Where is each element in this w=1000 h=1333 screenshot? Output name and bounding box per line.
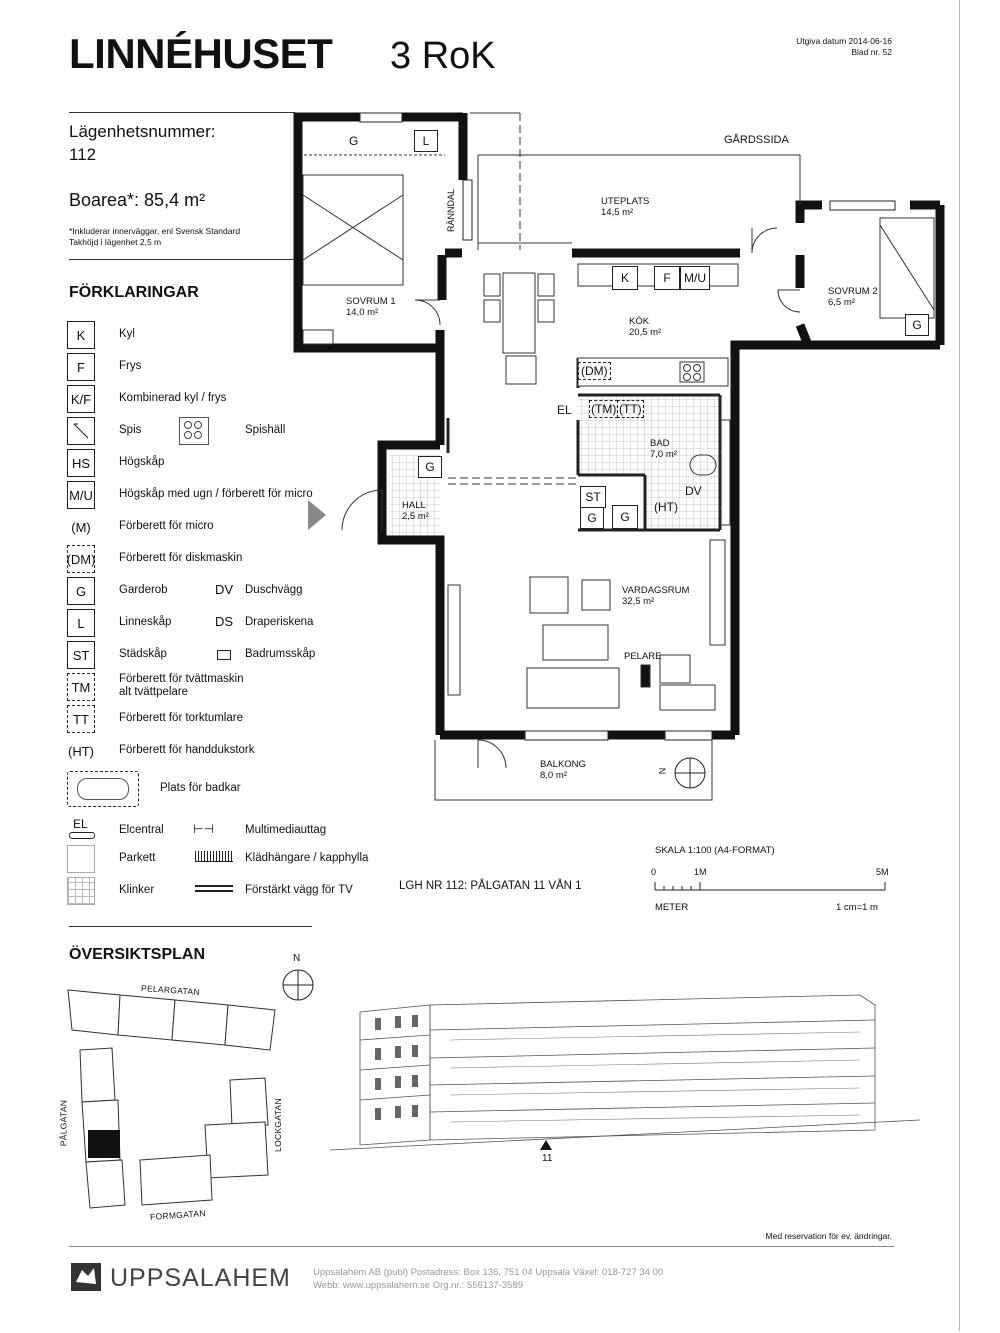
code-garderob: G: [418, 456, 442, 478]
legend-text: Förberett för tvättmaskin: [119, 673, 244, 685]
scale-tick-1: 1M: [694, 867, 707, 877]
area-note-line-2: Takhöjd i lägenhet 2,5 m: [69, 237, 162, 247]
room-hall: HALL 2,5 m²: [402, 500, 429, 522]
code-elcentral: EL: [557, 403, 572, 417]
room-bad: BAD 7,0 m²: [650, 438, 677, 460]
legend-code: G: [67, 577, 95, 605]
scale-tick-5: 5M: [876, 867, 889, 877]
apartment-footer-label: LGH NR 112: PÅLGATAN 11 VÅN 1: [399, 880, 582, 892]
legend-text: Förberett för handdukstork: [119, 744, 255, 756]
legend-text: Garderob: [119, 584, 168, 596]
legend-code-2: DS: [215, 614, 234, 629]
legend-text-2: Multimediauttag: [245, 824, 327, 836]
legend-code: (DM): [67, 545, 95, 573]
room-balkong: BALKONG 8,0 m²: [540, 759, 586, 781]
label-pelare: PELARE: [624, 651, 662, 662]
reservation-note: Med reservation för ev. ändringar.: [765, 1231, 892, 1241]
legend-code: ST: [67, 641, 95, 669]
room-sovrum-1: SOVRUM 1 14,0 m²: [346, 296, 396, 318]
legend-text: Förberett för torktumlare: [119, 712, 243, 724]
legend-text-b: alt tvättpelare: [119, 686, 189, 698]
code-north: N: [657, 767, 668, 775]
legend-code-2: DV: [215, 582, 234, 597]
apartment-number-label: Lägenhetsnummer:: [69, 122, 216, 141]
legend-text: Klinker: [119, 884, 155, 896]
code-garderob: G: [349, 134, 359, 148]
legend-title: FÖRKLARINGAR: [69, 284, 199, 301]
overview-north-label: N: [293, 953, 301, 964]
apartment-number: 112: [69, 145, 97, 164]
code-stadskap: ST: [580, 486, 606, 508]
code-handdukstork: (HT): [654, 500, 678, 514]
street-lockgatan: LOCKGATAN: [272, 1098, 283, 1152]
code-tvattmaskin: (TM): [591, 402, 617, 416]
room-sovrum-2: SOVRUM 2 6,5 m²: [828, 286, 878, 308]
apartment-type: 3 RoK: [390, 35, 496, 77]
legend-text: Kombinerad kyl / frys: [119, 392, 227, 404]
site-buildings: [68, 990, 275, 1208]
building-balconies: [450, 1032, 860, 1122]
building-illustration: [330, 995, 920, 1150]
legend-code: TM: [67, 673, 95, 701]
legend-text: Parkett: [119, 852, 156, 864]
code-diskmaskin: (DM): [578, 362, 611, 380]
scale-unit: METER: [655, 902, 689, 913]
room-kok: KÖK 20,5 m²: [629, 316, 662, 338]
living-area: Boarea*: 85,4 m²: [69, 190, 206, 210]
legend-code: K: [67, 321, 95, 349]
legend-text: Städskåp: [119, 648, 167, 660]
company-line-1: Uppsalahem AB (publ) Postadress: Box 136, 751 04 Uppsala Växel: 018-727 34 00: [313, 1267, 664, 1278]
street-formgatan: FORMGATAN: [149, 1208, 207, 1222]
scale-title: SKALA 1:100 (A4-FORMAT): [655, 845, 775, 856]
room-vardagsrum: VARDAGSRUM 32,5 m²: [622, 585, 690, 607]
legend-text: Spishäll: [245, 424, 286, 436]
legend-text: Elcentral: [119, 824, 164, 836]
sheet-number: Blad nr. 52: [851, 47, 892, 57]
legend-code: EL: [73, 817, 88, 831]
legend-code: TT: [67, 705, 95, 733]
legend-code: (M): [67, 513, 95, 541]
area-note-line-1: *Inkluderar innerväggar, enl Svensk Standard: [69, 226, 241, 236]
legend-code: HS: [67, 449, 95, 477]
label-gardssida: GÅRDSSIDA: [724, 134, 789, 146]
overview-title: ÖVERSIKTSPLAN: [69, 946, 206, 963]
scale-tick-0: 0: [651, 867, 657, 877]
legend-text: Förberett för diskmaskin: [119, 552, 243, 564]
legend-text-2: Duschvägg: [245, 584, 303, 596]
legend-text-2: Badrumsskåp: [245, 648, 316, 660]
page-title: LINNÉHUSET: [69, 30, 333, 77]
code-garderob: G: [612, 505, 638, 529]
scale-ratio: 1 cm=1 m: [836, 902, 878, 913]
legend-text: Högskåp med ugn / förberett för micro: [119, 488, 313, 500]
code-kyl: K: [612, 266, 638, 290]
company-info: [313, 1266, 663, 1292]
issue-date: Utgiva datum 2014-06-16: [796, 36, 892, 46]
legend-code: F: [67, 353, 95, 381]
entrance-number: 11: [542, 1153, 553, 1164]
code-linneskap: L: [414, 130, 438, 152]
street-palgatan: PÅLGATAN: [58, 1099, 69, 1147]
media-outlet-icon: ⊢⊣: [193, 822, 214, 836]
legend-text: Linneskåp: [119, 616, 172, 628]
code-duschvagg: DV: [685, 484, 702, 498]
uppsalahem-logo-icon: [70, 1262, 102, 1292]
legend-code: K/F: [67, 385, 95, 413]
legend-code: M/U: [67, 481, 95, 509]
legend-text: Plats för badkar: [160, 782, 241, 794]
legend-code: (HT): [67, 737, 95, 765]
legend-text: Frys: [119, 360, 142, 372]
legend-text: Förberett för micro: [119, 520, 214, 532]
street-pelargatan: PELARGATAN: [140, 982, 201, 998]
code-torktumlare: (TT): [619, 402, 642, 416]
room-uteplats: UTEPLATS 14,5 m²: [601, 196, 650, 218]
legend-text-2: Förstärkt vägg för TV: [245, 884, 353, 896]
legend-text: Kyl: [119, 328, 135, 340]
divider: [69, 1246, 894, 1247]
legend-text-2: Draperiskena: [245, 616, 314, 628]
legend-code: L: [67, 609, 95, 637]
code-mu: M/U: [680, 266, 710, 290]
legend-text-2: Klädhängare / kapphylla: [245, 852, 369, 864]
compass-icon: [283, 970, 313, 1000]
apartment-highlight: [88, 1130, 120, 1158]
code-garderob: G: [580, 507, 604, 529]
company-line-2: Webb: www.uppsalahem.se Org.nr.: 556137-3589: [313, 1280, 524, 1291]
entrance-marker: [540, 1140, 552, 1150]
label-ranndal: RÄNNDAL: [446, 188, 456, 232]
code-frys: F: [654, 266, 680, 290]
legend-text: Spis: [119, 424, 142, 436]
code-garderob: G: [905, 314, 929, 336]
brand-name: UPPSALAHEM: [110, 1264, 291, 1292]
legend-text: Högskåp: [119, 456, 165, 468]
